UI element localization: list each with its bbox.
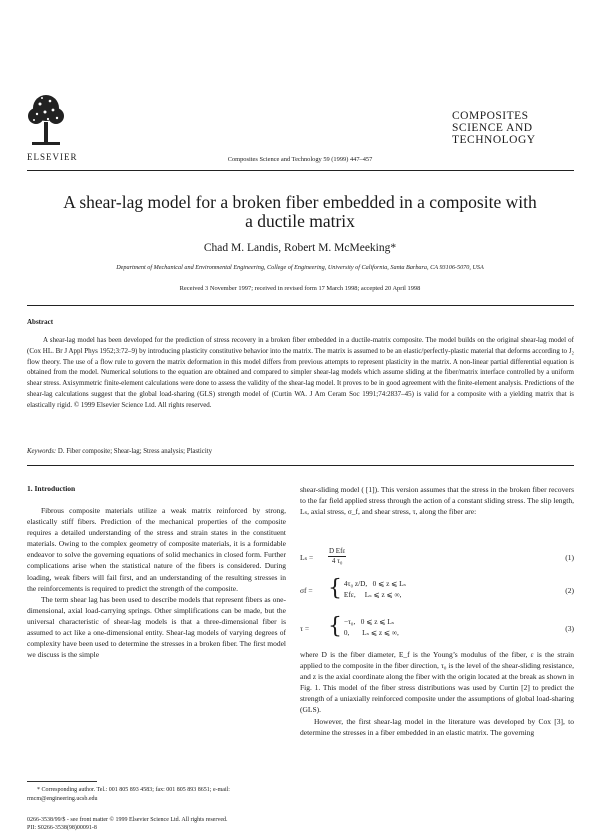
eq2-case-2-cond: Lₛ ⩽ z ⩽ ∞, bbox=[364, 590, 402, 599]
journal-brand bbox=[452, 110, 536, 146]
copyright-line-2: PII: S0266-3538(98)00091-8 bbox=[27, 825, 97, 832]
eq2-cases bbox=[344, 578, 406, 600]
eq3-number: (3) bbox=[565, 624, 574, 633]
eq2-case-2-expr: Efε, bbox=[343, 590, 356, 599]
equation-1 bbox=[300, 547, 574, 569]
affiliation: Department of Mechanical and Environmental Engineering, College of Engineering, University of California, Santa Barbara, CA 93106-5070, USA bbox=[116, 264, 484, 271]
title-line-1: A shear-lag model for a broken fiber embedded in a composite with bbox=[63, 192, 537, 212]
eq1-denominator: 4 τ₀ bbox=[331, 557, 343, 565]
eq3-lhs: τ = bbox=[300, 624, 310, 633]
abstract-text: A shear-lag model has been developed for the prediction of stress recovery in a broken fiber embedded in a ductile-matrix composite. The model builds on the original shear-lag model of (Cox HL. Br J Appl Phys 1952;3:72–9) by introducing plasticity constitutive behavior into the matrix. The matrix is assumed to be an elastic/perfectly-plastic material that deforms according to J₂ flow theory. The use of a flow rule to govern the matrix deformation in this model differs from previous attempts to represent plasticity in the matrix. A non-linear partial differential equation is obtained from the model. Numerical solutions to the equation are obtained and compared to simpler shear-lag models which assume sliding at the fiber/matrix interface controlled by a uniform shear stress. Axisymmetric finite-element calculations were done to assess the validity of the shear-lag model. It proves to be in good agreement with the finite-element analysis. Predictions of the shear-lag calculations suggest that the global load-sharing (GLS) strength model of (Curtin WA. J Am Ceram Soc 1991;74:2837–45) is valid for a composite with a yielding matrix that is elastically rigid. © 1999 Elsevier Science Ltd. All rights reserved. bbox=[27, 336, 574, 409]
left-column bbox=[27, 505, 286, 660]
equation-2 bbox=[300, 578, 574, 604]
eq2-number: (2) bbox=[565, 586, 574, 595]
abstract-top-rule bbox=[27, 305, 574, 306]
intro-paragraph-2: The term shear lag has been used to describe models that represent fibers as one-dimensional, axial load-carrying springs. Other simplifications can be made, but the universal characteristic of shear-lag models is that a three-dimensional fiber is assumed to act like a one-dimensional entity. Shear-lag models of varying degrees of complexity have been used to determine the stresses in a broken fiber. The first model we discuss is the simple bbox=[27, 594, 286, 660]
eq2-case-1-expr: 4τ₀ z/D, bbox=[343, 579, 368, 588]
article-title bbox=[40, 193, 560, 231]
eq2-case-1-cond: 0 ⩽ z ⩽ Lₛ bbox=[372, 579, 406, 588]
equation-3 bbox=[300, 616, 574, 642]
eq1-numerator: D Efε bbox=[329, 547, 346, 555]
eq2-lhs: σf = bbox=[300, 586, 313, 595]
brand-line-1: COMPOSITES bbox=[452, 110, 529, 122]
keywords-list: D. Fiber composite; Shear-lag; Stress analysis; Plasticity bbox=[57, 448, 213, 455]
eq3-case-1-expr: −τ₀, bbox=[343, 617, 356, 626]
eq3-case-2-expr: 0, bbox=[343, 628, 350, 637]
right-paragraph-2: where D is the fiber diameter, E_f is the Young’s modulus of the fiber, ε is the strain applied to the composite in the fiber direction, τ₀ is the level of the shear-sliding resistance, and z is the axial coordinate along the fiber with the origin located at the break as shown in Fig. 1. This model of the fiber stress distributions was used by Curtin [2] to predict the strength of a uniaxially reinforced composite under the assumptions of global load-sharing (GLS). bbox=[300, 650, 574, 715]
copyright-line-1: 0266-3538/99/$ - see front matter © 1999 Elsevier Science Ltd. All rights reserved. bbox=[27, 817, 228, 823]
received-dates: Received 3 November 1997; received in revised form 17 March 1998; accepted 20 April 1998 bbox=[179, 285, 421, 292]
eq1-number: (1) bbox=[565, 553, 574, 562]
eq3-case-1-cond: 0 ⩽ z ⩽ Lₛ bbox=[360, 617, 395, 626]
keywords bbox=[27, 448, 212, 455]
eq1-lhs: Lₛ = bbox=[300, 553, 314, 562]
elsevier-tree-logo bbox=[26, 92, 66, 150]
right-paragraph-1: shear-sliding model ( [1]). This version assumes that the stress in the broken fiber recovers to the far field applied stress through the action of a constant sliding stress. The slip length, Lₛ, axial stress, σ_f, and shear stress, τ, along the fiber are: bbox=[300, 485, 574, 517]
intro-paragraph-1: Fibrous composite materials utilize a weak matrix reinforced by strong, elastically stiff fibers. Prediction of the mechanical properties of the composite requires a detailed understanding of the stress and strain states in the constituent materials. Owing to the complex geometry of composite materials, it is a formidable endeavor to solve the governing equations of solid mechanics in closed form. Further complications arise when the statistical nature of the fibers is considered. During loading, weak fibers will fail first, and an understanding of the resulting stresses in the reinforcements is required to predict the strength of the composite. bbox=[27, 506, 286, 593]
abstract-bottom-rule bbox=[27, 465, 574, 466]
eq1-rhs bbox=[328, 547, 346, 566]
eq3-rhs bbox=[328, 616, 399, 638]
eq3-case-2-cond: Lₛ ⩽ z ⩽ ∞, bbox=[362, 628, 399, 637]
journal-citation: Composites Science and Technology 59 (1999) 447–457 bbox=[227, 156, 373, 163]
corresponding-author-footnote: * Corresponding author. Tel.: 001 805 893 4583; fax: 001 805 893 8651; e-mail: rmcm@engineering.ucsb.edu bbox=[27, 787, 230, 802]
eq2-rhs bbox=[328, 578, 406, 600]
authors: Chad M. Landis, Robert M. McMeeking* bbox=[203, 242, 397, 254]
title-line-2: a ductile matrix bbox=[245, 211, 355, 231]
abstract-heading: Abstract bbox=[27, 318, 54, 326]
keywords-label: Keywords: bbox=[27, 448, 57, 455]
eq3-cases bbox=[344, 616, 399, 638]
elsevier-wordmark: ELSEVIER bbox=[27, 152, 78, 162]
eq2-brace: { bbox=[328, 576, 342, 601]
copyright-block bbox=[27, 816, 228, 832]
brand-line-3: TECHNOLOGY bbox=[452, 134, 536, 146]
brand-line-2: SCIENCE AND bbox=[452, 122, 533, 134]
eq1-fraction bbox=[328, 547, 346, 566]
section-heading-introduction: 1. Introduction bbox=[27, 484, 76, 493]
right-column-lower bbox=[300, 649, 574, 738]
footnote-rule bbox=[27, 781, 97, 782]
right-paragraph-3: However, the first shear-lag model in the literature was developed by Cox [3], to determine the stresses in a fiber embedded in an elastic matrix. The governing bbox=[300, 716, 574, 737]
header-rule bbox=[27, 170, 574, 171]
eq3-brace: { bbox=[328, 614, 342, 639]
